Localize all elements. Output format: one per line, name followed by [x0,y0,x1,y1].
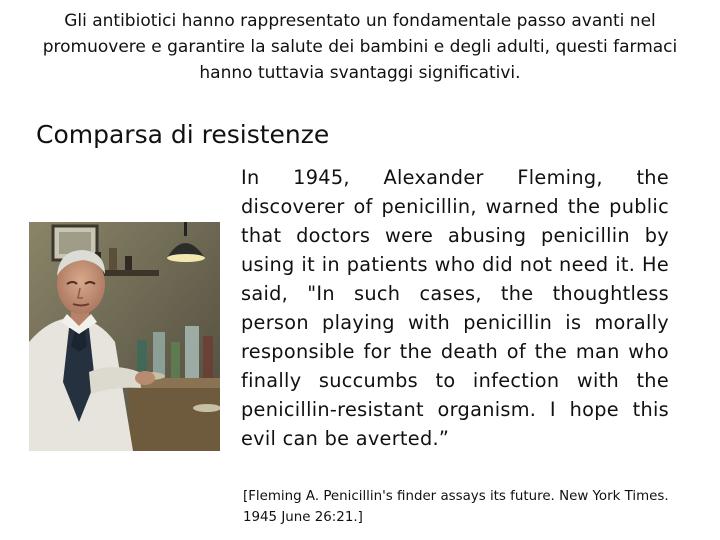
section-heading: Comparsa di resistenze [36,120,330,149]
citation-reference: [Fleming A. Penicillin's finder assays its future. New York Times. 1945 June 26:21.] [243,489,669,525]
fleming-portrait-photo [29,222,220,451]
intro-paragraph: Gli antibiotici hanno rappresentato un fondamentale passo avanti nel promuovere e garantire la salute dei bambini e degli adulti, questi farmaci hanno tuttavia svantaggi significativi. [42,11,678,83]
fleming-quote-paragraph: In 1945, Alexander Fleming, the discoverer of penicillin, warned the public that doctors were abusing penicillin by using it in patients who did not need it. He said, "In such cases, the thoughtless person playing with penicillin is morally responsible for the death of the man who finally succumbs to infection with the penicillin-resistant organism. I hope this evil can be averted.” [241,166,669,450]
